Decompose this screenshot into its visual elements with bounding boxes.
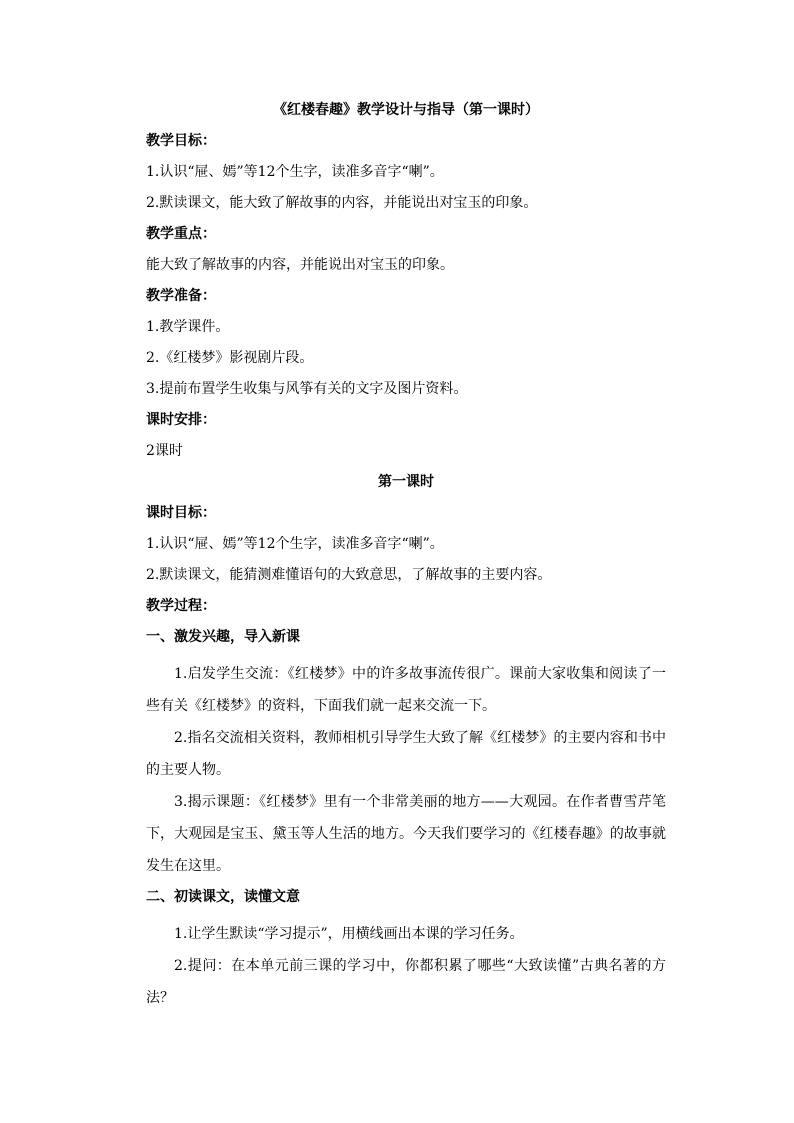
document-title: 《红楼春趣》教学设计与指导（第一课时） [273, 102, 539, 118]
schedule-heading: 课时安排： [146, 412, 216, 428]
lesson-goal-item-2: 2.默读课文，能猜测难懂语句的大致意思，了解故事的主要内容。 [146, 567, 552, 583]
section-2-paragraph-1: 1.让学生默读“学习提示”，用横线画出本课的学习任务。 [174, 926, 524, 942]
focus-text: 能大致了解故事的内容，并能说出对宝玉的印象。 [146, 257, 454, 273]
document-content [146, 100, 666, 1014]
section-1-paragraph-3: 3.揭示课题：《红楼梦》里有一个非常美丽的地方——大观园。在作者曹雪芹笔下，大观园是宝玉、黛玉等人生活的地方。今天我们要学习的《红楼春趣》的故事就发生在这里。 [146, 794, 666, 874]
prep-heading: 教学准备： [146, 288, 216, 304]
section-1-paragraph-2: 2.指名交流相关资料，教师相机引导学生大致了解《红楼梦》的主要内容和书中的主要人物。 [146, 730, 666, 778]
goal-item-1: 1.认识“屉、嫣”等12个生字，读准多音字“喇”。 [146, 164, 444, 180]
section-2-heading: 二、初读课文，读懂文意 [146, 889, 300, 905]
section-1-paragraph-1: 1.启发学生交流：《红楼梦》中的许多故事流传很广。课前大家收集和阅读了一些有关《红楼梦》的资料，下面我们就一起来交流一下。 [146, 666, 666, 714]
section-2-paragraph-2: 2.提问：在本单元前三课的学习中，你都积累了哪些“大致读懂”古典名著的方法？ [146, 958, 666, 1006]
prep-item-2: 2.《红楼梦》影视剧片段。 [146, 350, 314, 366]
goal-item-2: 2.默读课文，能大致了解故事的内容，并能说出对宝玉的印象。 [146, 195, 538, 211]
schedule-text: 2课时 [146, 443, 183, 459]
process-heading: 教学过程： [146, 598, 216, 614]
prep-item-3: 3.提前布置学生收集与风筝有关的文字及图片资料。 [146, 381, 468, 397]
lesson-goal-item-1: 1.认识“屉、嫣”等12个生字，读准多音字“喇”。 [146, 536, 444, 552]
goals-heading: 教学目标： [146, 133, 216, 149]
focus-heading: 教学重点： [146, 226, 216, 242]
section-1-heading: 一、激发兴趣，导入新课 [146, 629, 300, 645]
lesson-heading: 第一课时 [378, 474, 434, 490]
prep-item-1: 1.教学课件。 [146, 319, 230, 335]
lesson-goals-heading: 课时目标： [146, 505, 216, 521]
